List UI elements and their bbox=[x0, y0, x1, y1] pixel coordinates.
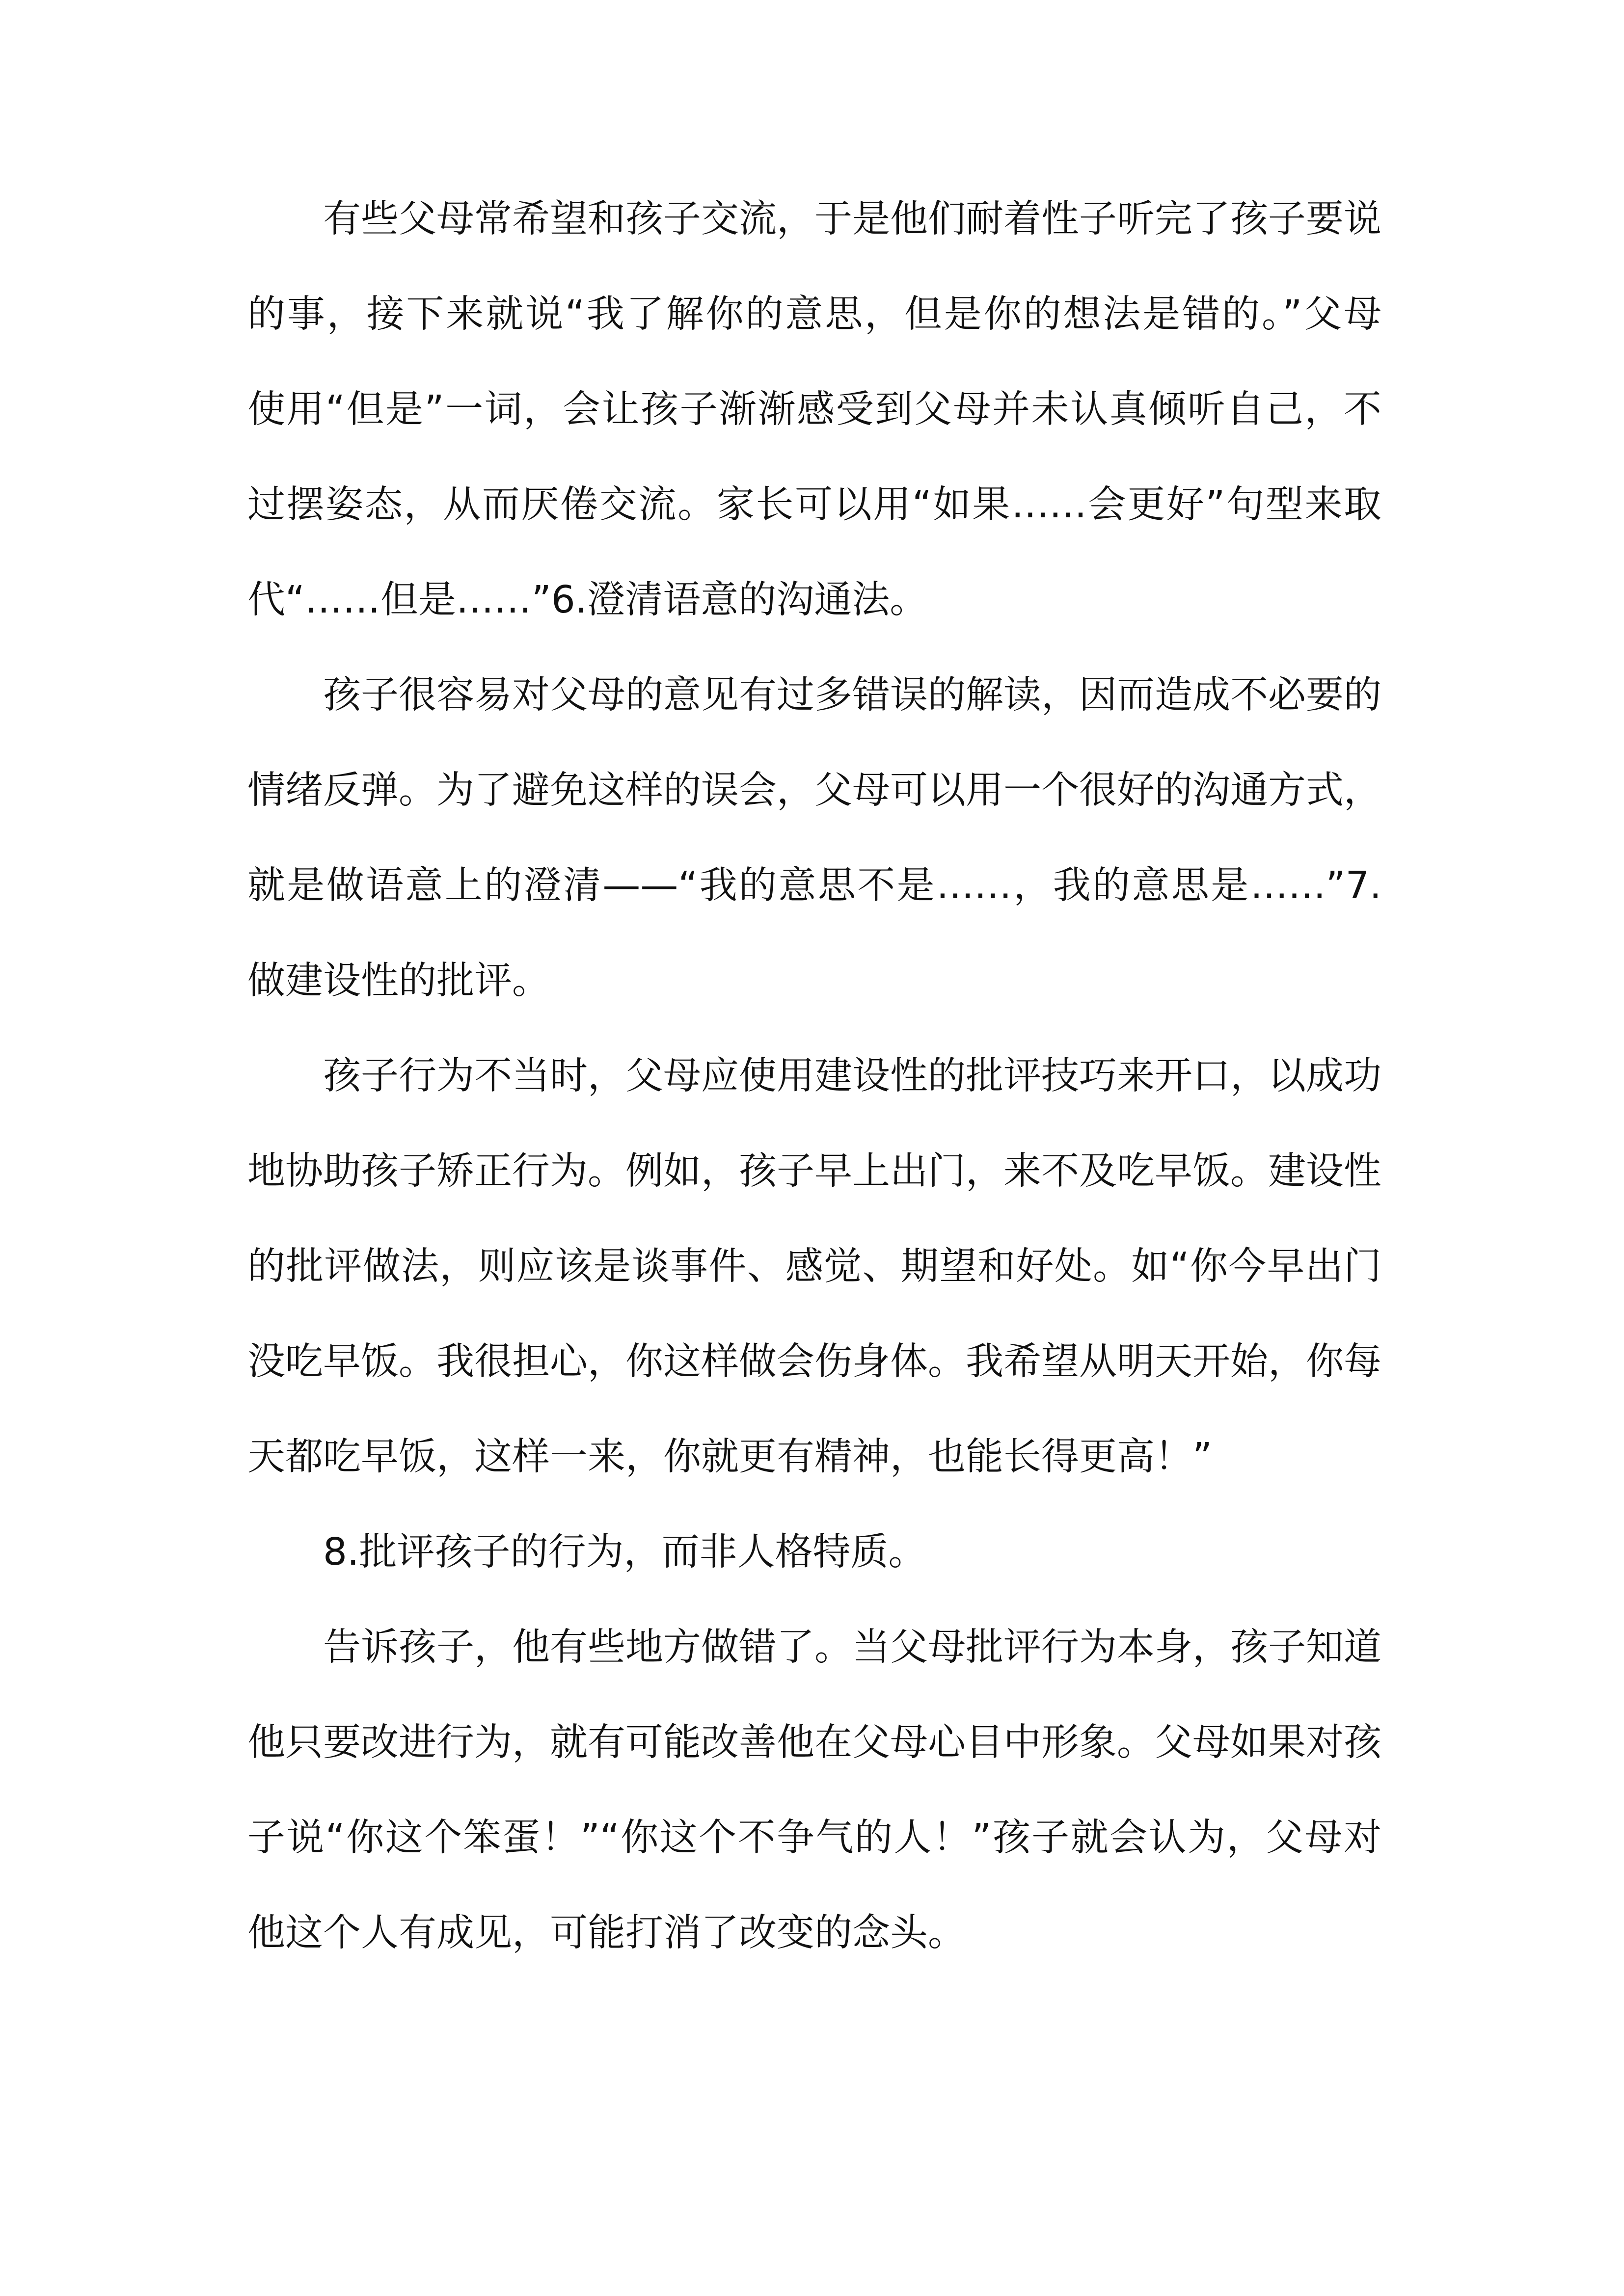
text-line: 过摆姿态，从而厌倦交流。家长可以用“如果……会更好”句型来取 bbox=[247, 483, 1381, 527]
paragraph bbox=[247, 668, 1381, 1049]
text-line: 情绪反弹。为了避免这样的误会，父母可以用一个很好的沟通方式， bbox=[247, 769, 1381, 812]
text-line: 他只要改进行为，就有可能改善他在父母心目中形象。父母如果对孩 bbox=[247, 1721, 1381, 1764]
paragraph bbox=[247, 1049, 1381, 1525]
text-line: 的事，接下来就说“我了解你的意思，但是你的想法是错的。”父母 bbox=[247, 293, 1381, 336]
text-line: 没吃早饭。我很担心，你这样做会伤身体。我希望从明天开始，你每 bbox=[247, 1340, 1381, 1384]
text-line: 孩子很容易对父母的意见有过多错误的解读，因而造成不必要的 bbox=[323, 673, 1381, 717]
paragraph bbox=[247, 1525, 1381, 1621]
article-body bbox=[247, 192, 1381, 2002]
text-line: 告诉孩子，他有些地方做错了。当父母批评行为本身，孩子知道 bbox=[323, 1626, 1381, 1669]
text-line: 孩子行为不当时，父母应使用建设性的批评技巧来开口，以成功 bbox=[323, 1054, 1381, 1098]
text-line: 就是做语意上的澄清——“我的意思不是……，我的意思是……”7. bbox=[247, 864, 1381, 908]
text-line: 的批评做法，则应该是谈事件、感觉、期望和好处。如“你今早出门 bbox=[247, 1245, 1381, 1288]
text-line: 使用“但是”一词，会让孩子渐渐感受到父母并未认真倾听自己，不 bbox=[247, 388, 1381, 431]
text-line: 8.批评孩子的行为，而非人格特质。 bbox=[323, 1530, 926, 1574]
paragraph bbox=[247, 192, 1381, 668]
text-line: 天都吃早饭，这样一来，你就更有精神，也能长得更高！” bbox=[247, 1435, 1212, 1479]
paragraph bbox=[247, 1621, 1381, 2002]
text-line: 地协助孩子矫正行为。例如，孩子早上出门，来不及吃早饭。建设性 bbox=[247, 1149, 1381, 1193]
text-line: 子说“你这个笨蛋！”“你这个不争气的人！”孩子就会认为，父母对 bbox=[247, 1816, 1381, 1860]
text-line: 有些父母常希望和孩子交流，于是他们耐着性子听完了孩子要说 bbox=[323, 197, 1381, 241]
text-line: 做建设性的批评。 bbox=[247, 959, 550, 1003]
text-line: 代“……但是……”6.澄清语意的沟通法。 bbox=[247, 578, 928, 622]
text-line: 他这个人有成见，可能打消了改变的念头。 bbox=[247, 1911, 966, 1955]
